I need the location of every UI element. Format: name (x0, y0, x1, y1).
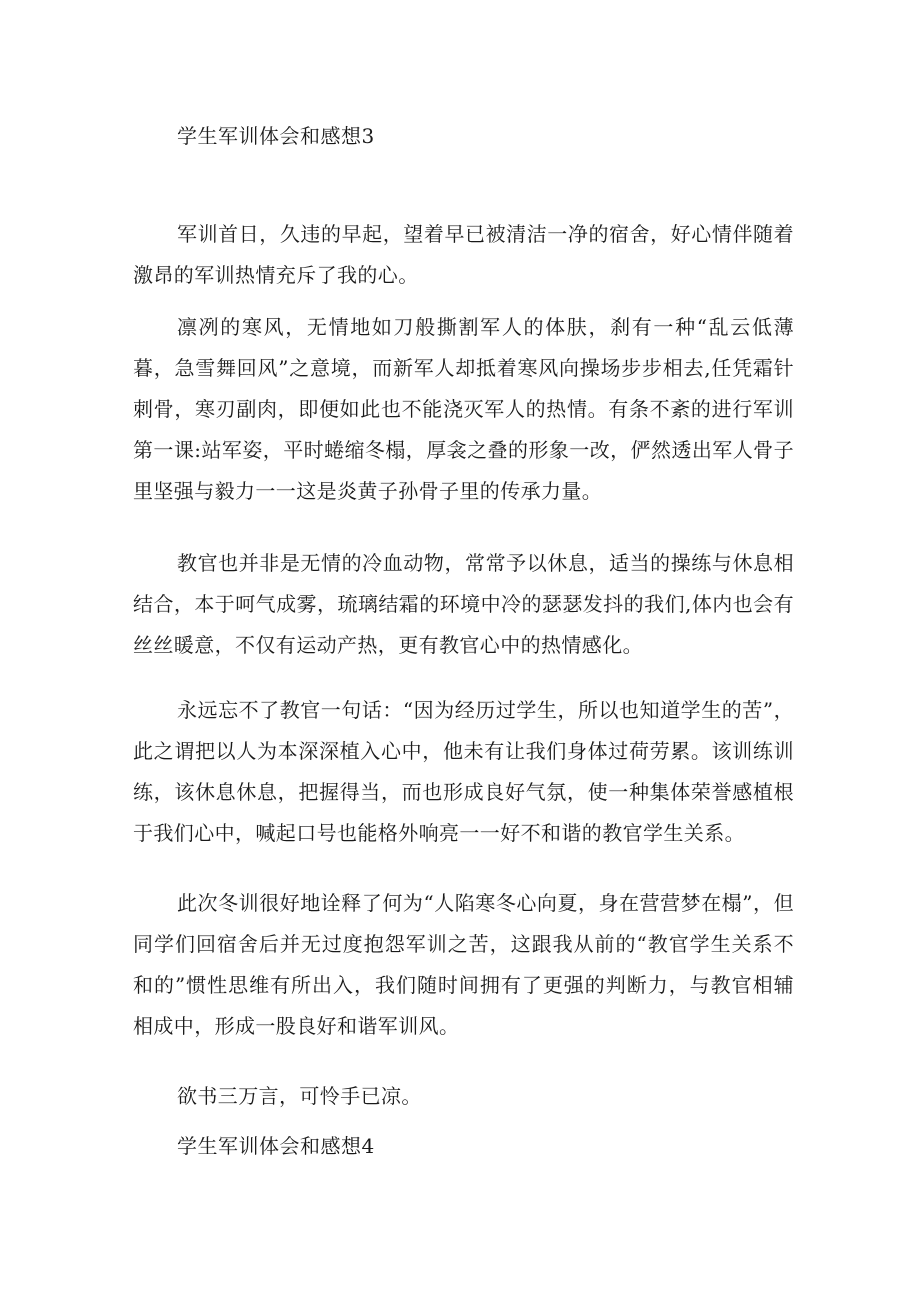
body-paragraph: 此次冬训很好地诠释了何为“人陷寒冬心向夏，身在营营梦在榻”，但同学们回宿舍后并无过度抱怨军训之苦，这跟我从前的“教官学生关系不和的”惯性思维有所出入，我们随时间拥有了更强的判断力，与教官相辅相成中，形成一股良好和谐军训风。 (133, 891, 794, 1038)
body-paragraph: 欲书三万言，可怜手已凉。 (177, 1084, 422, 1108)
section-heading: 学生军训体会和感想4 (177, 1134, 375, 1158)
section-heading: 学生军训体会和感想3 (177, 124, 375, 148)
body-paragraph: 教官也并非是无情的冷血动物，常常予以休息，适当的操练与休息相结合，本于呵气成雾，琉璃结霜的环境中冷的瑟瑟发抖的我们,体内也会有丝丝暖意，不仅有运动产热，更有教官心中的热情感化。 (133, 551, 794, 657)
body-paragraph: 凛冽的寒风，无情地如刀般撕割军人的体肤，刹有一种“乱云低薄暮，急雪舞回风”之意境，而新军人却抵着寒风向操场步步相去,任凭霜针刺骨，寒刃副肉，即便如此也不能浇灭军人的热情。有条不紊的进行军训第一课:站军姿，平时蜷缩冬榻，厚衾之叠的形象一改，俨然透出军人骨子里坚强与毅力一一这是炎黄子孙骨子里的传承力量。 (133, 315, 794, 503)
body-paragraph: 永远忘不了教官一句话：“因为经历过学生，所以也知道学生的苦”，此之谓把以人为本深深植入心中，他未有让我们身体过荷劳累。该训练训练，该休息休息，把握得当，而也形成良好气氛，使一种集体荣誉感植根于我们心中，喊起口号也能格外响亮一一好不和谐的教官学生关系。 (133, 698, 794, 845)
body-paragraph: 军训首日，久违的早起，望着早已被清洁一净的宿舍，好心情伴随着激昂的军训热情充斥了我的心。 (133, 222, 794, 287)
